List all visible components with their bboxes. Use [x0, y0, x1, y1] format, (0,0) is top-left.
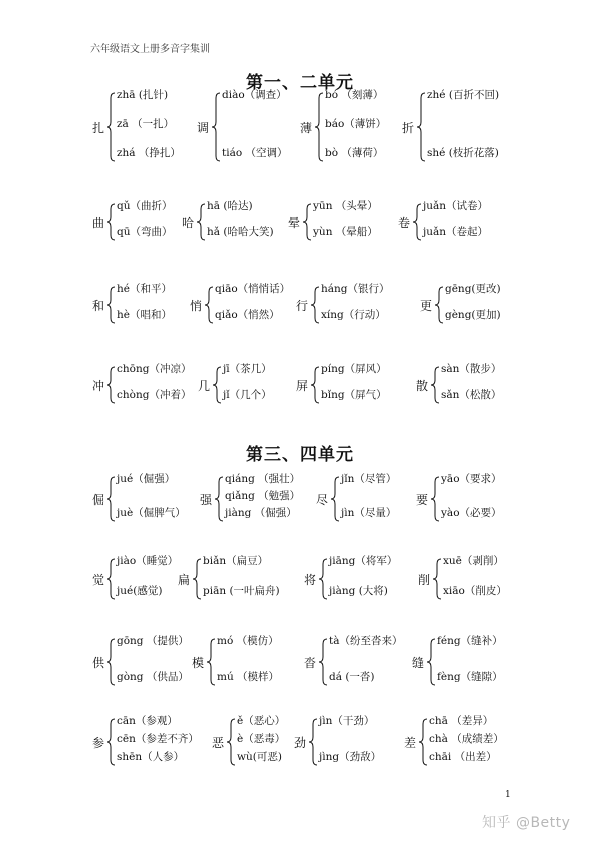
pronunciation-item: jǐ（几个）: [223, 389, 272, 401]
pronunciation-item: zhā (扎针): [117, 89, 169, 101]
pronunciation-item: cēn（参差不齐）: [117, 733, 199, 745]
group-character: 调: [197, 121, 210, 135]
pronunciation-item: qǔ（曲折）: [117, 200, 173, 212]
pronunciation-item: gèng(更加): [445, 309, 501, 321]
pronunciation-item: juǎn（卷起）: [423, 226, 489, 238]
brace-icon: [197, 203, 205, 241]
pronunciation-item: chāi （出差）: [429, 751, 497, 763]
pronunciation-item: qiáng （强壮）: [225, 473, 301, 485]
group-character: 更: [420, 299, 433, 313]
pronunciation-item: yùn （晕船）: [313, 226, 378, 238]
brace-icon: [331, 476, 339, 522]
pronunciation-item: chōng（冲凉）: [117, 363, 192, 375]
group-character: 缝: [412, 656, 425, 670]
brace-icon: [319, 558, 327, 600]
pronunciation-item: zhé (百折不回): [427, 89, 500, 101]
pronunciation-item: sǎn（松散）: [441, 389, 502, 401]
pronunciation-item: tà（纷至沓来）: [329, 635, 403, 647]
brace-icon: [205, 286, 213, 324]
pronunciation-item: hé（和平）: [117, 283, 172, 295]
group-character: 扎: [92, 121, 105, 135]
pronunciation-item: báo（薄饼）: [325, 118, 387, 130]
pronunciation-item: xíng（行动）: [321, 309, 386, 321]
pronunciation-item: gēng(更改): [445, 283, 501, 295]
brace-icon: [227, 718, 235, 766]
pronunciation-item: wù(可恶): [237, 751, 282, 763]
brace-icon: [309, 718, 317, 766]
group-character: 悄: [190, 299, 203, 313]
group-character: 将: [304, 573, 317, 587]
brace-icon: [207, 638, 215, 686]
group-character: 行: [296, 299, 309, 313]
pronunciation-item: jiāng（将军）: [329, 555, 398, 567]
group-character: 模: [192, 656, 205, 670]
brace-icon: [319, 638, 327, 686]
pronunciation-item: hǎ (哈哈大笑): [207, 226, 274, 238]
pronunciation-item: mó （模仿）: [217, 635, 279, 647]
group-character: 冲: [92, 379, 105, 393]
group-character: 觉: [92, 573, 105, 587]
brace-icon: [107, 718, 115, 766]
group-character: 参: [92, 736, 105, 750]
pronunciation-item: chòng（冲着）: [117, 389, 192, 401]
pronunciation-item: gòng （供品）: [117, 671, 189, 683]
pronunciation-item: jué（倔强）: [117, 473, 176, 485]
group-character: 折: [402, 121, 415, 135]
pronunciation-item: bó （刻薄）: [325, 89, 384, 101]
pronunciation-item: zhá （挣扎）: [117, 147, 181, 159]
group-character: 尽: [316, 493, 329, 507]
brace-icon: [107, 476, 115, 522]
brace-icon: [427, 638, 435, 686]
group-character: 削: [418, 573, 431, 587]
brace-icon: [212, 92, 220, 162]
pronunciation-item: juè（倔脾气）: [117, 507, 186, 519]
group-character: 劲: [294, 736, 307, 750]
pronunciation-item: xiāo（削皮）: [443, 585, 507, 597]
pronunciation-item: è（恶毒）: [237, 733, 286, 745]
pronunciation-item: zā （一扎）: [117, 118, 175, 130]
group-character: 扁: [178, 573, 191, 587]
pronunciation-item: bǐng（屏气）: [321, 389, 387, 401]
brace-icon: [435, 286, 443, 324]
pronunciation-item: xuē（剥削）: [443, 555, 504, 567]
pronunciation-item: chà （成绩差）: [429, 733, 504, 745]
section-title: 第一、二单元: [246, 73, 354, 93]
pronunciation-item: qiǎo（悄然）: [215, 309, 280, 321]
pronunciation-item: jiàng (大将): [329, 585, 388, 597]
group-character: 哈: [182, 216, 195, 230]
brace-icon: [431, 476, 439, 522]
brace-icon: [107, 638, 115, 686]
page-number: 1: [505, 790, 511, 800]
brace-icon: [431, 366, 439, 404]
group-character: 沓: [304, 656, 317, 670]
pronunciation-item: ě（恶心）: [237, 715, 286, 727]
brace-icon: [433, 558, 441, 600]
pronunciation-item: piān (一叶扁舟): [203, 585, 280, 597]
pronunciation-item: fèng（缝隙）: [437, 671, 503, 683]
pronunciation-item: bò （薄荷）: [325, 147, 384, 159]
brace-icon: [303, 203, 311, 241]
pronunciation-item: yào（必要）: [441, 507, 502, 519]
group-character: 和: [92, 299, 105, 313]
brace-icon: [107, 92, 115, 162]
pronunciation-item: sàn（散步）: [441, 363, 502, 375]
brace-icon: [417, 92, 425, 162]
group-character: 要: [416, 493, 429, 507]
pronunciation-item: qiǎng （勉强）: [225, 490, 301, 502]
pronunciation-item: cān（参观）: [117, 715, 178, 727]
brace-icon: [107, 366, 115, 404]
group-character: 倔: [92, 493, 105, 507]
pronunciation-item: jìn（干劲）: [319, 715, 375, 727]
group-character: 强: [200, 493, 213, 507]
group-character: 卷: [398, 216, 411, 230]
pronunciation-item: gōng （提供）: [117, 635, 189, 647]
pronunciation-item: yūn （头晕）: [313, 200, 378, 212]
pronunciation-item: shēn（人参）: [117, 751, 185, 763]
group-character: 差: [404, 736, 417, 750]
pronunciation-item: yāo（要求）: [441, 473, 502, 485]
brace-icon: [193, 558, 201, 600]
brace-icon: [413, 203, 421, 241]
pronunciation-item: jǐn（尽管）: [341, 473, 397, 485]
pronunciation-item: dá (一沓): [329, 671, 375, 683]
brace-icon: [311, 366, 319, 404]
pronunciation-item: tiáo （空调）: [222, 147, 288, 159]
group-character: 屏: [296, 379, 309, 393]
brace-icon: [311, 286, 319, 324]
brace-icon: [107, 203, 115, 241]
brace-icon: [107, 558, 115, 600]
group-character: 散: [416, 379, 429, 393]
pronunciation-item: qū（弯曲）: [117, 226, 173, 238]
group-character: 薄: [300, 121, 313, 135]
group-character: 恶: [212, 736, 225, 750]
pronunciation-item: mú （模样）: [217, 671, 280, 683]
pronunciation-item: jī（茶几）: [223, 363, 272, 375]
group-character: 供: [92, 656, 105, 670]
pronunciation-item: féng（缝补）: [437, 635, 503, 647]
section-title: 第三、四单元: [246, 445, 354, 465]
pronunciation-item: hè（唱和）: [117, 309, 172, 321]
pronunciation-item: píng（屏风）: [321, 363, 387, 375]
pronunciation-item: chā （差异）: [429, 715, 494, 727]
brace-icon: [215, 476, 223, 522]
pronunciation-item: hā (哈达): [207, 200, 253, 212]
pronunciation-item: jiàng （倔强）: [225, 507, 297, 519]
pronunciation-item: shé (枝折花落): [427, 147, 499, 159]
pronunciation-item: diào（调查）: [222, 89, 287, 101]
pronunciation-item: biǎn（扁豆）: [203, 555, 269, 567]
brace-icon: [107, 286, 115, 324]
pronunciation-item: jìng（劲敌）: [319, 751, 382, 763]
pronunciation-item: jìn（尽量）: [341, 507, 397, 519]
pronunciation-item: jiào（睡觉）: [117, 555, 179, 567]
pronunciation-item: jué(感觉): [117, 585, 163, 597]
watermark: 知乎 @Betty: [482, 815, 571, 831]
pronunciation-item: qiāo（悄悄话）: [215, 283, 291, 295]
pronunciation-item: juǎn（试卷）: [423, 200, 489, 212]
brace-icon: [315, 92, 323, 162]
document-header: 六年级语文上册多音字集训: [90, 44, 210, 55]
group-character: 几: [198, 379, 211, 393]
group-character: 曲: [92, 216, 105, 230]
group-character: 晕: [288, 216, 301, 230]
brace-icon: [419, 718, 427, 766]
pronunciation-item: háng（银行）: [321, 283, 390, 295]
brace-icon: [213, 366, 221, 404]
